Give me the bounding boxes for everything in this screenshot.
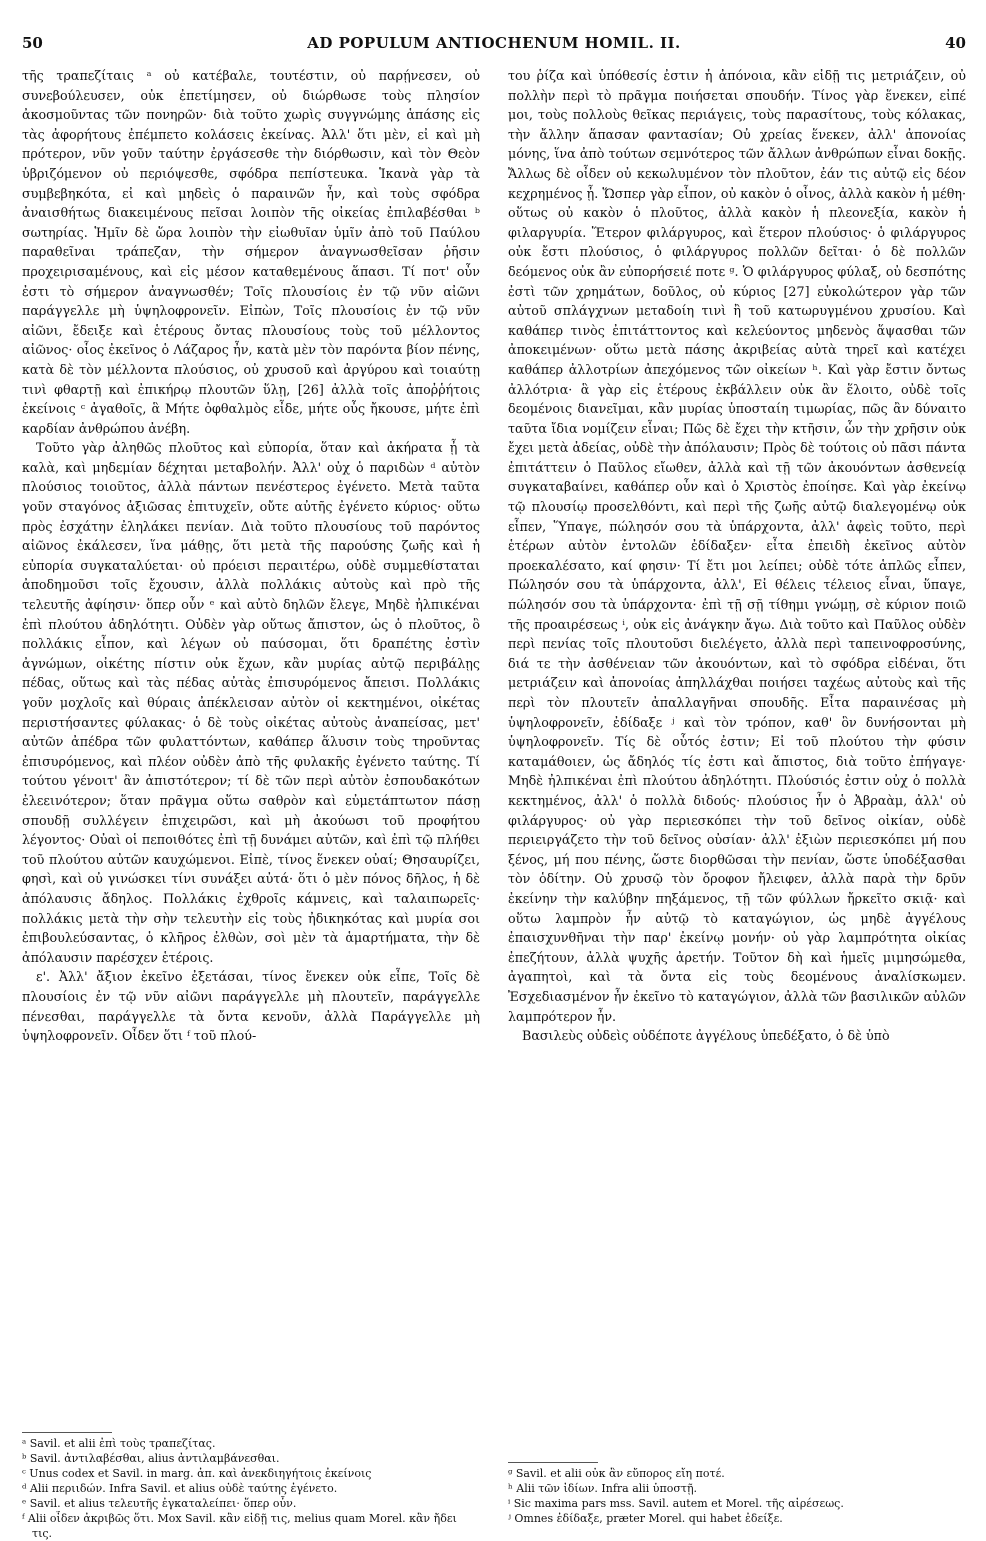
footnotes-left <box>22 1436 480 1541</box>
running-head: AD POPULUM ANTIOCHENUM HOMIL. II. <box>307 34 681 52</box>
right-paragraph-2: Βασιλεὺς οὐδεὶς οὐδέποτε ἀγγέλους ὑπεδέξατο, ὁ δὲ ὑπὸ <box>522 1028 890 1044</box>
footnote-j: ʲ Omnes ἐδίδαξε, præter Morel. qui habet ἐδείξε. <box>508 1512 783 1525</box>
footnotes-right <box>508 1466 966 1526</box>
left-paragraph-1: τῆς τραπεζίταις ᵃ οὐ κατέβαλε, τουτέστιν, οὐ παρῄνεσεν, οὐ συνεβούλευσεν, οὐκ ἐπετίμησεν, οὐ διώρθωσε τοὺς πλησίον ἀκοσμοῦντας τῶν πονηρῶν· διὰ τοῦτο χωρὶς συγγνώμης ἁπάσης εἰς τὰς ἀφορήτους ἐπέμπετο κολάσεις ἐκείνας. Ἀλλ' ὅτι μὲν, εἰ καὶ μὴ πρότερον, νῦν γοῦν ταύτην ἐργάσεσθε τὴν διόρθωσιν, καὶ τὸν Θεὸν ὑβριζόμενον οὐ περιόψεσθε, σφόδρα πεπίστευκα. Ἱκανὰ γὰρ τὰ συμβεβηκότα, εἰ καὶ μηδεὶς ὁ παραινῶν ἦν, καὶ τοὺς σφόδρα ἀναισθήτως διακειμένους πεῖσαι λοιπὸν τῆς οἰκείας ἐπιλαβέσθαι ᵇ σωτηρίας. Ἡμῖν δὲ ὥρα λοιπὸν τὴν εἰωθυῖαν ὑμῖν ἀπὸ τοῦ Παύλου παραθεῖναι τράπεζαν, τὴν σήμερον ἀναγνωσθεῖσαν ῥῆσιν προχειρισαμένους, καὶ εἰς μέσον καταθεμένους ἅπασι. Τί ποτ' οὖν ἐστι τὸ σήμερον ἀναγνωσθέν; Τοῖς πλουσίοις ἐν τῷ νῦν αἰῶνι παράγγελλε μὴ ὑψηλοφρονεῖν. Εἰπὼν, Τοῖς πλουσίοις ἐν τῷ νῦν αἰῶνι, ἔδειξε καὶ ἑτέρους ὄντας πλουσίους τοὺς τοῦ μέλλοντος αἰῶνος· οἷος ἐκεῖνος ὁ Λάζαρος ἦν, κατὰ μὲν τὸν παρόντα βίον πένης, κατὰ δὲ τὸν μέλλοντα πλούσιος, οὐ χρυσοῦ καὶ ἀργύρου καὶ τοιαύτῃ τινὶ φθαρτῇ καὶ ἐπικήρῳ πλουτῶν ὕλῃ, [26] ἀλλὰ τοῖς ἀποῤῥήτοις ἐκείνοις ᶜ ἀγαθοῖς, ἃ Μήτε ὀφθαλμὸς εἶδε, μήτε οὖς ἤκουσε, μήτε ἐπὶ καρδίαν ἀνθρώπου ἀνέβη. <box>22 68 480 436</box>
footnote-rule-left <box>22 1432 112 1433</box>
footnote-i: ⁱ Sic maxima pars mss. Savil. autem et Morel. τῆς αἱρέσεως. <box>508 1497 844 1510</box>
page-number-right: 40 <box>945 34 966 52</box>
page-number-left: 50 <box>22 34 43 52</box>
footnote-a: ᵃ Savil. et alii ἐπὶ τοὺς τραπεζίτας. <box>22 1437 216 1450</box>
footnote-g: ᵍ Savil. et alii οὐκ ἂν εὔπορος εἴη ποτέ. <box>508 1467 725 1480</box>
footnote-b: ᵇ Savil. ἀντιλαβέσθαι, alius ἀντιλαμβάνεσθαι. <box>22 1452 280 1465</box>
page-header <box>22 26 966 62</box>
footnote-h: ʰ Alii τῶν ἰδίων. Infra alii ὑποστῇ. <box>508 1482 698 1495</box>
footnote-e: ᵉ Savil. et alius τελευτῆς ἐγκαταλείπει· ὅπερ οὖν. <box>22 1497 297 1510</box>
left-paragraph-3: ε'. Ἀλλ' ἄξιον ἐκεῖνο ἐξετάσαι, τίνος ἕνεκεν οὐκ εἶπε, Τοῖς δὲ πλουσίοις ἐν τῷ νῦν αἰῶνι παράγγελλε μὴ πλουτεῖν, παράγγελλε πένεσθαι, παράγγελλε τὰ ὄντα κενοῦν, ἀλλὰ Παράγγελλε μὴ ὑψηλοφρονεῖν. Οἶδεν ὅτι ᶠ τοῦ πλού- <box>22 969 480 1044</box>
footnote-c: ᶜ Unus codex et Savil. in marg. ἀπ. καὶ ἀνεκδιηγήτοις ἐκείνοις <box>22 1467 372 1480</box>
right-paragraph-1: του ῥίζα καὶ ὑπόθεσίς ἐστιν ἡ ἀπόνοια, κἂν εἰδῇ τις μετριάζειν, οὐ πολλὴν περὶ τὸ πρᾶγμα ποιήσεται σπουδήν. Τίνος γὰρ ἕνεκεν, εἰπέ μοι, τοὺς πολλοὺς θεῖκας περιάγεις, τοὺς παρασίτους, τοὺς κόλακας, τὴν ἄλλην ἅπασαν φαντασίαν; Οὐ χρείας ἕνεκεν, ἀλλ' ἀπονοίας μόνης, ἵνα ἀπὸ τούτων σεμνότερος τῶν ἄλλων ἀνθρώπων εἶναι δοκῇς. Ἄλλως δὲ οἶδεν οὐ κεκωλυμένον τὸν πλοῦτον, ἐάν τις αὐτῷ εἰς δέον κεχρημένος ᾖ. Ὥσπερ γὰρ εἶπον, οὐ κακὸν ὁ οἶνος, ἀλλὰ κακὸν ἡ μέθη· οὕτως οὐ κακὸν ὁ πλοῦτος, ἀλλὰ κακὸν ἡ πλεονεξία, κακὸν ἡ φιλαργυρία. Ἕτερον φιλάργυρος, καὶ ἕτερον πλούσιος· ὁ φιλάργυρος οὐκ ἔστι πλούσιος, ὁ φιλάργυρος πολλῶν δεῖται· ὁ δὲ πολλῶν δεόμενος οὐκ ἂν εὐπορήσειέ ποτε ᵍ. Ὁ φιλάργυρος φύλαξ, οὐ δεσπότης ἐστὶ τῶν χρημάτων, δοῦλος, οὐ κύριος [27] εὐκολώτερον γὰρ τῶν αὐτοῦ σπλάγχνων μεταδοίη τινὶ ἢ τοῦ κατωρυγμένου χρυσίου. Καὶ καθάπερ τινὸς ἐπιτάττοντος καὶ κελεύοντος μηδενὸς ἅψασθαι τῶν ἀποκειμένων· οὕτω μετὰ πάσης ἀκριβείας αὐτὰ τηρεῖ καὶ κατέχει καθάπερ ἀλλοτρίων ἀπεχόμενος τῶν οἰκείων ʰ. Καὶ γὰρ ἔστιν ὄντως ἀλλότρια· ἃ γὰρ εἰς ἑτέρους ἐκβάλλειν οὐκ ἂν ἕλοιτο, οὐδὲ τοῖς δεομένοις διανεῖμαι, κἂν μυρίας ὑποσταίη τιμωρίας, πῶς ἂν δύναιτο ταῦτα ἴδια νομίζειν εἶναι; Πῶς δὲ ἔχει τὴν κτῆσιν, ὧν τὴν χρῆσιν οὐκ ἔχει μετὰ ἀδείας, οὐδὲ τὴν ἀπόλαυσιν; Πρὸς δὲ τούτοις οὐ πᾶσι πάντα ἐπιτάττειν ὁ Παῦλος εἴωθεν, ἀλλὰ καὶ τῇ τῶν ἀκουόντων ἀσθενείᾳ συγκαταβαίνει, καθάπερ οὖν καὶ ὁ Χριστὸς ἐποίησε. Καὶ γὰρ ἐκείνῳ τῷ πλουσίῳ προσελθόντι, καὶ περὶ τῆς ζωῆς αὐτῷ διαλεγομένῳ οὐκ εἶπεν, Ὕπαγε, πώλησόν σου τὰ ὑπάρχοντα, ἀλλ' ἀφεὶς τοῦτο, περὶ ἑτέρων αὐτὸν ἐντολῶν ἐδίδαξεν· εἶτα ἐπειδὴ ἐκεῖνος αὐτὸν προεκαλέσατο, καί φησιν· Τί ἔτι μοι λείπει; οὐδὲ τότε ἁπλῶς εἶπεν, Πώλησόν σου τὰ ὑπάρχοντα, ἀλλ', Εἰ θέλεις τέλειος εἶναι, ὕπαγε, πώλησόν σου τὰ ὑπάρχοντα· ἐπὶ τῇ σῇ τίθημι γνώμῃ, σὲ κύριον ποιῶ τῆς προαιρέσεως ⁱ, οὐκ εἰς ἀνάγκην ἄγω. Διὰ τοῦτο καὶ Παῦλος οὐδὲν περὶ πενίας τοῖς πλουτοῦσι διελέγετο, ἀλλὰ περὶ ταπεινοφροσύνης, διά τε τὴν ἀσθένειαν τῶν ἀκουόντων, καὶ τὸ σφόδρα εἰδέναι, ὅτι μετριάζειν καὶ ἀπονοίας ἀπηλλάχθαι ποιήσει ταχέως αὐτοὺς καὶ τῆς περὶ τὸν πλουτεῖν ἀπαλλαγῆναι σπουδῆς. Εἶτα παραινέσας μὴ ὑψηλοφρονεῖν, ἐδίδαξε ʲ καὶ τὸν τρόπον, καθ' ὃν δυνήσονται μὴ ὑψηλοφρονεῖν. Τίς δὲ οὗτός ἐστιν; Εἰ τοῦ πλούτου τὴν φύσιν καταμάθοιεν, ὡς ἄδηλός τίς ἐστι καὶ ἄπιστος, διὰ τοῦτο ἐπήγαγε· Μηδὲ ἠλπικέναι ἐπὶ πλούτου ἀδηλότητι. Πλούσιός ἐστιν οὐχ ὁ πολλὰ κεκτημένος, ἀλλ' ὁ πολλὰ διδούς· πλούσιος ἦν ὁ Ἀβραὰμ, ἀλλ' οὐ φιλάργυρος· οὐ γὰρ περιεσκόπει τὴν τοῦ δεῖνος οἰκίαν, οὐδὲ περιειργάζετο τὴν τοῦ δεῖνος οὐσίαν· ἀλλ' ἐξιὼν περιεσκόπει μή που ξένος, μή που πένης, ὥστε διορθῶσαι τὴν πενίαν, ὥστε ὑποδέξασθαι τὸν ὁδίτην. Οὐ χρυσῷ τὸν ὄροφον ἤλειφεν, ἀλλὰ παρὰ τὴν δρῦν ἐκείνην τὴν καλύβην πηξάμενος, τῇ τῶν φύλλων ἤρκεῖτο σκιᾷ· καὶ οὕτω λαμπρὸν ἦν αὐτῷ τὸ καταγώγιον, ὡς μηδὲ ἀγγέλους ἐπαισχυνθῆναι τὴν παρ' ἐκείνῳ μονήν· οὐ γὰρ λαμπρότητα οἰκίας ἐπεζήτουν, ἀλλὰ ψυχῆς ἀρετήν. Τοῦτον δὴ καὶ ἡμεῖς μιμησώμεθα, ἀγαπητοὶ, καὶ τὰ ὄντα εἰς τοὺς δεομένους ἀναλίσκωμεν. Ἐσχεδιασμένον ἦν ἐκεῖνο τὸ καταγώγιον, ἀλλὰ τῶν βασιλικῶν αὐλῶν λαμπρότερον ἦν. <box>508 68 966 1024</box>
footnote-rule-right <box>508 1462 598 1463</box>
left-column <box>22 66 480 1046</box>
footnote-d: ᵈ Alii περιιδών. Infra Savil. et alius οὐδὲ ταύτης ἐγένετο. <box>22 1482 338 1495</box>
left-paragraph-2: Τοῦτο γὰρ ἀληθῶς πλοῦτος καὶ εὐπορία, ὅταν καὶ ἀκήρατα ᾖ τὰ καλὰ, καὶ μηδεμίαν δέχηται μεταβολήν. Ἀλλ' οὐχ ὁ παριδὼν ᵈ αὐτὸν πλούσιος τοιοῦτος, ἀλλὰ πάντων πενέστερος ἐγένετο. Μετὰ ταῦτα γοῦν σταγόνος ἀξιῶσας ἐπιτυχεῖν, οὔτε αὐτῆς ἐγένετο κύριος· οὕτω πρὸς ἐσχάτην ἐληλάκει πενίαν. Διὰ τοῦτο πλουσίους τοῦ παρόντος αἰῶνος ἐκάλεσεν, ἵνα μάθῃς, ὅτι μετὰ τῆς παρούσης ζωῆς καὶ ἡ εὐπορία συγκαταλύεται· οὐ πρόεισι περαιτέρω, οὐδὲ συμμεθίσταται ἀποδημοῦσι τοῖς ἔχουσιν, ἀλλὰ πολλάκις αὐτοὺς καὶ πρὸ τῆς τελευτῆς ἀφίησιν· ὅπερ οὖν ᵉ καὶ αὐτὸ δηλῶν ἔλεγε, Μηδὲ ἠλπικέναι ἐπὶ πλούτου ἀδηλότητι. Οὐδὲν γὰρ οὕτως ἄπιστον, ὡς ὁ πλοῦτος, ὃ πολλάκις εἶπον, καὶ λέγων οὐ παύσομαι, ὅτι δραπέτης ἐστὶν ἀγνώμων, οἰκέτης πίστιν οὐκ ἔχων, κἂν μυρίας αὐτῷ περιβάλῃς πέδας, οὕτως καὶ τὰς πέδας αὐτὰς ἐπισυρόμενος ἄπεισι. Πολλάκις γοῦν μοχλοῖς καὶ θύραις ἀπέκλεισαν αὐτὸν οἱ κεκτημένοι, οἰκέτας περιστήσαντες φύλακας· ὁ δὲ τοὺς οἰκέτας αὐτοὺς ἀναπείσας, μετ' αὐτῶν ἀπέδρα τῶν φυλαττόντων, καθάπερ ἅλυσιν τοὺς τηροῦντας ἐπισυρόμενος, καὶ πλέον οὐδὲν ἀπὸ τῆς φυλακῆς ἐγένετο ταύτης. Τί τούτου γένοιτ' ἂν ἀπιστότερον; τί δὲ τῶν περὶ αὐτὸν ἐσπουδακότων ἐλεεινότερον; ὅταν πρᾶγμα οὕτω σαθρὸν καὶ εὐμετάπτωτον πάσῃ σπουδῇ συλλέγειν ἐπιχειρῶσι, καὶ μὴ ἀκούωσι τοῦ προφήτου λέγοντος· Οὐαὶ οἱ πεποιθότες ἐπὶ τῇ δυνάμει αὐτῶν, καὶ ἐπὶ τῷ πλήθει τοῦ πλούτου αὐτῶν καυχώμενοι. Εἰπὲ, τίνος ἕνεκεν οὐαί; Θησαυρίζει, φησὶ, καὶ οὐ γινώσκει τίνι συνάξει αὐτά· ὅτι ὁ μὲν πόνος δῆλος, ἡ δὲ ἀπόλαυσις ἄδηλος. Πολλάκις ἐχθροῖς κάμνεις, καὶ ταλαιπωρεῖς· πολλάκις μετὰ τὴν σὴν τελευτὴν εἰς τοὺς ἠδικηκότας καὶ μυρία σοι ἐπιβουλεύσαντας, ὁ κλῆρος ἐλθὼν, σοὶ μὲν τὰ ἁμαρτήματα, τὴν δὲ ἀπόλαυσιν παρέσχεν ἑτέροις. <box>22 440 480 965</box>
page <box>22 26 966 1540</box>
right-column <box>508 66 966 1046</box>
footnote-f: ᶠ Alii οἶδεν ἀκριβῶς ὅτι. Mox Savil. κἂν εἰδῇ τις, melius quam Morel. κἂν ἤδει τις. <box>22 1512 457 1540</box>
